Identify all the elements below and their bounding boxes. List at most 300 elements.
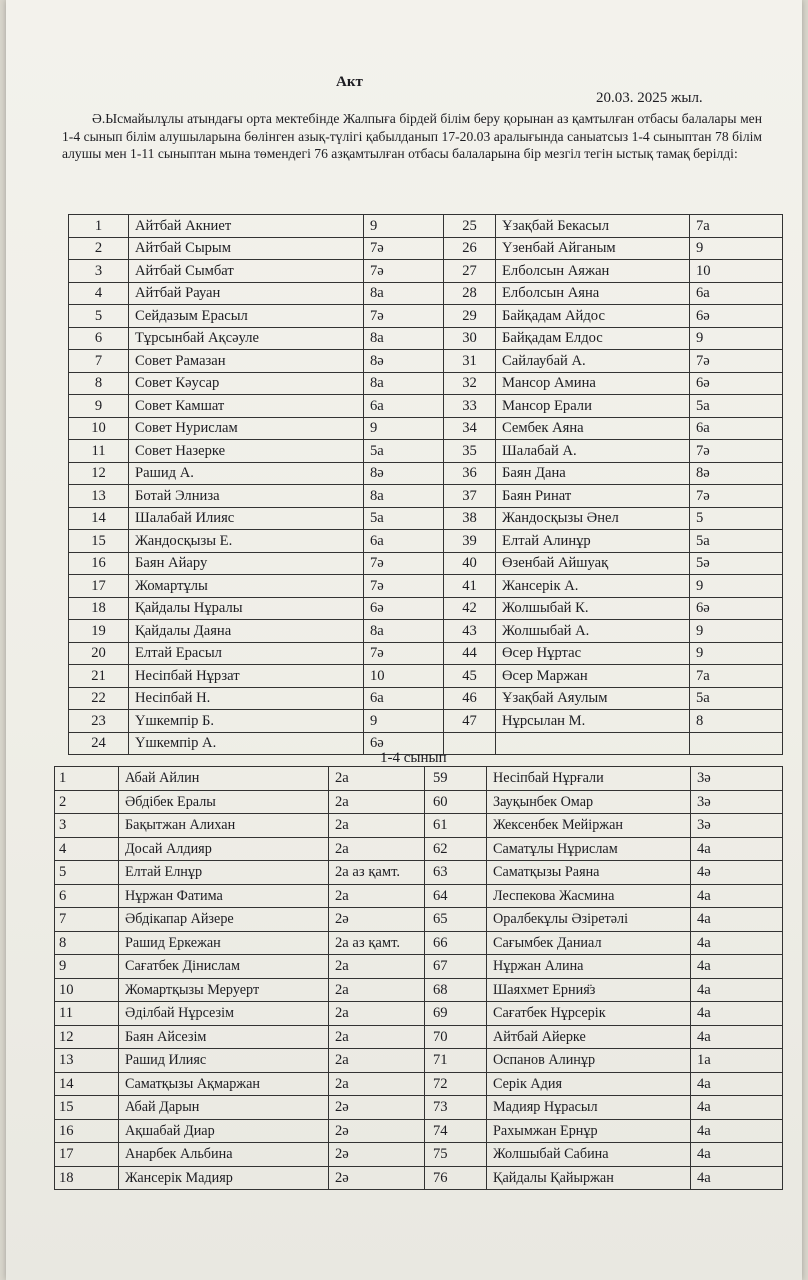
class-grade: 10: [690, 260, 783, 283]
table-row: [55, 1143, 783, 1167]
row-number: 8: [69, 372, 129, 395]
row-number: 2: [69, 237, 129, 260]
student-name: Шалабай Илияс: [129, 507, 364, 530]
table-row: [69, 350, 783, 373]
student-name: Өсер Маржан: [496, 665, 690, 688]
row-number: 15: [69, 530, 129, 553]
class-grade: 2ә: [329, 1119, 425, 1143]
row-number: 10: [69, 417, 129, 440]
table-row: [69, 440, 783, 463]
student-name: Ботай Элниза: [129, 485, 364, 508]
student-name: Нұржан Фатима: [119, 884, 329, 908]
row-number: 64: [425, 884, 487, 908]
document-title: Акт: [336, 74, 363, 90]
student-name: Баян Айару: [129, 552, 364, 575]
table-caption-grades-1-4: 1-4 сынып: [380, 750, 447, 766]
student-name: Әділбай Нұрсезім: [119, 1002, 329, 1026]
students-table-1-11: [68, 214, 783, 755]
row-number: 29: [444, 305, 496, 328]
student-name: Жолшыбай Сабина: [487, 1143, 691, 1167]
student-name: Серік Адия: [487, 1072, 691, 1096]
student-name: Баян Дана: [496, 462, 690, 485]
class-grade: 8а: [364, 372, 444, 395]
table-row: [69, 530, 783, 553]
student-name: Несіпбай Н.: [129, 687, 364, 710]
student-name: Айтбай Рауан: [129, 282, 364, 305]
student-name: Айтбай Сырым: [129, 237, 364, 260]
row-number: 16: [55, 1119, 119, 1143]
student-name: Абай Айлин: [119, 767, 329, 791]
table-row: [69, 417, 783, 440]
student-name: Сағатбек Нұрсерік: [487, 1002, 691, 1026]
row-number: 36: [444, 462, 496, 485]
row-number: 60: [425, 790, 487, 814]
table-row: [69, 327, 783, 350]
class-grade: 8а: [364, 282, 444, 305]
row-number: 47: [444, 710, 496, 733]
table-row: [69, 462, 783, 485]
table-row: [55, 1072, 783, 1096]
student-name: Совет Нурислам: [129, 417, 364, 440]
class-grade: 6а: [364, 687, 444, 710]
class-grade: 5а: [690, 395, 783, 418]
student-name: Жолшыбай А.: [496, 620, 690, 643]
table-row: [69, 395, 783, 418]
row-number: 8: [55, 931, 119, 955]
class-grade: 9: [690, 642, 783, 665]
student-name: Тұрсынбай Ақсәуле: [129, 327, 364, 350]
table-row: [69, 215, 783, 238]
class-grade: 2а: [329, 1025, 425, 1049]
student-name: Жомартұлы: [129, 575, 364, 598]
table-row: [69, 710, 783, 733]
row-number: 35: [444, 440, 496, 463]
class-grade: 2а аз қамт.: [329, 861, 425, 885]
row-number: 71: [425, 1049, 487, 1073]
student-name: Өсер Нұртас: [496, 642, 690, 665]
student-name: Айтбай Сымбат: [129, 260, 364, 283]
student-name: Зауқынбек Омар: [487, 790, 691, 814]
row-number: 12: [69, 462, 129, 485]
row-number: 14: [69, 507, 129, 530]
student-name: Совет Камшат: [129, 395, 364, 418]
class-grade: 5а: [364, 440, 444, 463]
student-name: Жексенбек Мейіржан: [487, 814, 691, 838]
class-grade: 9: [364, 417, 444, 440]
row-number: 14: [55, 1072, 119, 1096]
row-number: 18: [55, 1166, 119, 1190]
class-grade: 2а: [329, 814, 425, 838]
row-number: [444, 732, 496, 755]
class-grade: 7ә: [364, 575, 444, 598]
table-row: [55, 790, 783, 814]
class-grade: 4а: [691, 1072, 783, 1096]
table-row: [69, 575, 783, 598]
class-grade: 5: [690, 507, 783, 530]
row-number: 6: [69, 327, 129, 350]
class-grade: 6а: [690, 282, 783, 305]
row-number: 21: [69, 665, 129, 688]
student-name: Жомартқызы Меруерт: [119, 978, 329, 1002]
student-name: Жансерік Мадияр: [119, 1166, 329, 1190]
row-number: 10: [55, 978, 119, 1002]
student-name: Сейдазым Ерасыл: [129, 305, 364, 328]
row-number: 27: [444, 260, 496, 283]
class-grade: 5а: [364, 507, 444, 530]
student-name: [496, 732, 690, 755]
student-name: Оралбекұлы Әзіретәлі: [487, 908, 691, 932]
student-name: Совет Рамазан: [129, 350, 364, 373]
students-table-1-4: [54, 766, 783, 1190]
class-grade: 6ә: [690, 372, 783, 395]
row-number: 76: [425, 1166, 487, 1190]
student-name: Анарбек Альбина: [119, 1143, 329, 1167]
row-number: 70: [425, 1025, 487, 1049]
class-grade: 5ә: [690, 552, 783, 575]
row-number: 62: [425, 837, 487, 861]
row-number: 41: [444, 575, 496, 598]
student-name: Үзенбай Айганым: [496, 237, 690, 260]
class-grade: 6а: [690, 417, 783, 440]
student-name: Нұрсылан М.: [496, 710, 690, 733]
row-number: 44: [444, 642, 496, 665]
class-grade: 4а: [691, 1166, 783, 1190]
class-grade: 3ә: [691, 767, 783, 791]
class-grade: 9: [690, 620, 783, 643]
student-name: Елтай Алинұр: [496, 530, 690, 553]
class-grade: 2ә: [329, 1166, 425, 1190]
class-grade: 7а: [690, 215, 783, 238]
class-grade: 2а: [329, 767, 425, 791]
table-row: [55, 884, 783, 908]
class-grade: 8а: [364, 327, 444, 350]
class-grade: 6а: [364, 395, 444, 418]
table-row: [69, 552, 783, 575]
class-grade: 6а: [364, 530, 444, 553]
class-grade: 3ә: [691, 814, 783, 838]
row-number: 11: [55, 1002, 119, 1026]
student-name: Ұзақбай Аяулым: [496, 687, 690, 710]
class-grade: 6ә: [364, 597, 444, 620]
class-grade: 7ә: [364, 305, 444, 328]
table-row: [69, 372, 783, 395]
student-name: Несіпбай Нұрғали: [487, 767, 691, 791]
student-name: Мансор Ерали: [496, 395, 690, 418]
table-row: [55, 814, 783, 838]
class-grade: 2а: [329, 790, 425, 814]
row-number: 45: [444, 665, 496, 688]
student-name: Сағатбек Діниcлам: [119, 955, 329, 979]
student-name: Досай Алдияр: [119, 837, 329, 861]
class-grade: 7а: [690, 665, 783, 688]
student-name: Елболсын Аяжан: [496, 260, 690, 283]
row-number: 72: [425, 1072, 487, 1096]
row-number: 67: [425, 955, 487, 979]
class-grade: [690, 732, 783, 755]
row-number: 5: [69, 305, 129, 328]
row-number: 9: [69, 395, 129, 418]
class-grade: 2а: [329, 884, 425, 908]
class-grade: 6ә: [364, 732, 444, 755]
class-grade: 6ә: [690, 305, 783, 328]
row-number: 1: [55, 767, 119, 791]
row-number: 63: [425, 861, 487, 885]
row-number: 15: [55, 1096, 119, 1120]
student-name: Елболсын Аяна: [496, 282, 690, 305]
row-number: 26: [444, 237, 496, 260]
table-row: [69, 305, 783, 328]
row-number: 3: [69, 260, 129, 283]
class-grade: 4а: [691, 884, 783, 908]
table-row: [69, 485, 783, 508]
class-grade: 4а: [691, 908, 783, 932]
student-name: Совет Кәусар: [129, 372, 364, 395]
class-grade: 5а: [690, 530, 783, 553]
row-number: 73: [425, 1096, 487, 1120]
table-row: [55, 955, 783, 979]
class-grade: 4а: [691, 1119, 783, 1143]
row-number: 68: [425, 978, 487, 1002]
student-name: Байқадам Елдос: [496, 327, 690, 350]
row-number: 4: [69, 282, 129, 305]
student-name: Саматқызы Раяна: [487, 861, 691, 885]
row-number: 7: [69, 350, 129, 373]
class-grade: 4а: [691, 837, 783, 861]
class-grade: 2а: [329, 1049, 425, 1073]
row-number: 24: [69, 732, 129, 755]
class-grade: 2ә: [329, 908, 425, 932]
class-grade: 2ә: [329, 1096, 425, 1120]
class-grade: 8ә: [364, 350, 444, 373]
row-number: 39: [444, 530, 496, 553]
document-page: [6, 0, 802, 1280]
row-number: 6: [55, 884, 119, 908]
table-row: [55, 978, 783, 1002]
table-row: [69, 687, 783, 710]
class-grade: 7ә: [690, 350, 783, 373]
class-grade: 5а: [690, 687, 783, 710]
student-name: Оспанов Алинұр: [487, 1049, 691, 1073]
table-row: [55, 767, 783, 791]
row-number: 17: [69, 575, 129, 598]
student-name: Айтбай Акниет: [129, 215, 364, 238]
row-number: 30: [444, 327, 496, 350]
student-name: Байқадам Айдос: [496, 305, 690, 328]
row-number: 32: [444, 372, 496, 395]
table-row: [55, 1119, 783, 1143]
student-name: Саматұлы Нұрислам: [487, 837, 691, 861]
class-grade: 9: [690, 575, 783, 598]
row-number: 28: [444, 282, 496, 305]
table-row: [69, 282, 783, 305]
class-grade: 7ә: [364, 237, 444, 260]
student-name: Сағымбек Даниал: [487, 931, 691, 955]
class-grade: 2а: [329, 837, 425, 861]
row-number: 61: [425, 814, 487, 838]
student-name: Баян Ринат: [496, 485, 690, 508]
class-grade: 8а: [364, 485, 444, 508]
row-number: 25: [444, 215, 496, 238]
table-row: [69, 507, 783, 530]
class-grade: 4а: [691, 1096, 783, 1120]
class-grade: 4а: [691, 931, 783, 955]
table-row: [69, 620, 783, 643]
row-number: 7: [55, 908, 119, 932]
student-name: Мадияр Нұрасыл: [487, 1096, 691, 1120]
class-grade: 2а: [329, 955, 425, 979]
class-grade: 6ә: [690, 597, 783, 620]
row-number: 65: [425, 908, 487, 932]
table-row: [69, 597, 783, 620]
row-number: 69: [425, 1002, 487, 1026]
class-grade: 7ә: [364, 642, 444, 665]
class-grade: 1а: [691, 1049, 783, 1073]
class-grade: 7ә: [690, 485, 783, 508]
row-number: 42: [444, 597, 496, 620]
row-number: 23: [69, 710, 129, 733]
row-number: 9: [55, 955, 119, 979]
class-grade: 4а: [691, 978, 783, 1002]
row-number: 75: [425, 1143, 487, 1167]
student-name: Совет Назерке: [129, 440, 364, 463]
table-row: [55, 908, 783, 932]
class-grade: 7ә: [364, 552, 444, 575]
student-name: Сайлаубай А.: [496, 350, 690, 373]
row-number: 17: [55, 1143, 119, 1167]
class-grade: 2а: [329, 978, 425, 1002]
row-number: 13: [55, 1049, 119, 1073]
row-number: 11: [69, 440, 129, 463]
student-name: Елтай Ерасыл: [129, 642, 364, 665]
student-name: Мансор Амина: [496, 372, 690, 395]
student-name: Несіпбай Нұрзат: [129, 665, 364, 688]
row-number: 13: [69, 485, 129, 508]
student-name: Жандосқызы Е.: [129, 530, 364, 553]
table-row: [55, 931, 783, 955]
class-grade: 4ә: [691, 861, 783, 885]
table-row: [55, 837, 783, 861]
row-number: 4: [55, 837, 119, 861]
student-name: Қайдалы Қайыржан: [487, 1166, 691, 1190]
class-grade: 4а: [691, 1025, 783, 1049]
row-number: 40: [444, 552, 496, 575]
student-name: Жандосқызы Әнел: [496, 507, 690, 530]
row-number: 16: [69, 552, 129, 575]
document-date: 20.03. 2025 жыл.: [596, 90, 703, 106]
student-name: Рашид А.: [129, 462, 364, 485]
class-grade: 8а: [364, 620, 444, 643]
row-number: 1: [69, 215, 129, 238]
student-name: Саматқызы Ақмаржан: [119, 1072, 329, 1096]
class-grade: 8ә: [690, 462, 783, 485]
student-name: Өзенбай Айшуақ: [496, 552, 690, 575]
student-name: Рашид Еркежан: [119, 931, 329, 955]
student-name: Жолшыбай К.: [496, 597, 690, 620]
row-number: 12: [55, 1025, 119, 1049]
table-row: [55, 861, 783, 885]
row-number: 66: [425, 931, 487, 955]
row-number: 74: [425, 1119, 487, 1143]
class-grade: 9: [364, 710, 444, 733]
class-grade: 9: [364, 215, 444, 238]
student-name: Жансерік А.: [496, 575, 690, 598]
student-name: Ұзақбай Бекасыл: [496, 215, 690, 238]
class-grade: 8: [690, 710, 783, 733]
class-grade: 9: [690, 237, 783, 260]
table-row: [55, 1096, 783, 1120]
row-number: 34: [444, 417, 496, 440]
student-name: Бақытжан Алихан: [119, 814, 329, 838]
table-row: [69, 237, 783, 260]
row-number: 22: [69, 687, 129, 710]
student-name: Әбдікапар Айзере: [119, 908, 329, 932]
class-grade: 2ә: [329, 1143, 425, 1167]
row-number: 18: [69, 597, 129, 620]
table-row: [69, 642, 783, 665]
row-number: 20: [69, 642, 129, 665]
class-grade: 4а: [691, 1143, 783, 1167]
student-name: Әбдібек Ералы: [119, 790, 329, 814]
intro-paragraph: Ә.Ысмайылұлы атындағы орта мектебінде Жалпыға бірдей білім беру қорынан аз қамтылған отбасы балалары мен 1-4 сынып білім алушыларына бөлінген азық-түлігі қабылданып 17-20.03 аралығында саныатсыз 1-4 сыныптан 78 білім алушы мен 1-11 сыныптан мына төмендегі 76 азқамтылған отбасы балаларына бір мезгіл тегін ыстық тамақ берілді:: [62, 111, 762, 162]
table-row: [55, 1049, 783, 1073]
row-number: 3: [55, 814, 119, 838]
student-name: Рашид Илияс: [119, 1049, 329, 1073]
row-number: 43: [444, 620, 496, 643]
table-row: [55, 1025, 783, 1049]
table-row: [69, 260, 783, 283]
row-number: 19: [69, 620, 129, 643]
class-grade: 3ә: [691, 790, 783, 814]
row-number: 59: [425, 767, 487, 791]
student-name: Қайдалы Даяна: [129, 620, 364, 643]
class-grade: 2а: [329, 1072, 425, 1096]
class-grade: 4а: [691, 955, 783, 979]
class-grade: 2а: [329, 1002, 425, 1026]
table-row: [55, 1002, 783, 1026]
table-row: [69, 665, 783, 688]
student-name: Үшкемпір А.: [129, 732, 364, 755]
class-grade: 4а: [691, 1002, 783, 1026]
class-grade: 7ә: [364, 260, 444, 283]
row-number: 38: [444, 507, 496, 530]
row-number: 2: [55, 790, 119, 814]
row-number: 37: [444, 485, 496, 508]
row-number: 33: [444, 395, 496, 418]
student-name: Баян Айсезім: [119, 1025, 329, 1049]
student-name: Рахымжан Ернұр: [487, 1119, 691, 1143]
class-grade: 7ә: [690, 440, 783, 463]
class-grade: 9: [690, 327, 783, 350]
student-name: Шаяхмет Ерния̈з: [487, 978, 691, 1002]
class-grade: 8ә: [364, 462, 444, 485]
student-name: Сембек Аяна: [496, 417, 690, 440]
class-grade: 2а аз қамт.: [329, 931, 425, 955]
row-number: 5: [55, 861, 119, 885]
student-name: Үшкемпір Б.: [129, 710, 364, 733]
student-name: Елтай Елнұр: [119, 861, 329, 885]
student-name: Шалабай А.: [496, 440, 690, 463]
student-name: Нұржан Алина: [487, 955, 691, 979]
row-number: 31: [444, 350, 496, 373]
student-name: Ақшабай Диар: [119, 1119, 329, 1143]
table-row: [55, 1166, 783, 1190]
row-number: 46: [444, 687, 496, 710]
student-name: Қайдалы Нұралы: [129, 597, 364, 620]
class-grade: 10: [364, 665, 444, 688]
student-name: Абай Дарын: [119, 1096, 329, 1120]
student-name: Айтбай Айерке: [487, 1025, 691, 1049]
student-name: Леспекова Жасмина: [487, 884, 691, 908]
